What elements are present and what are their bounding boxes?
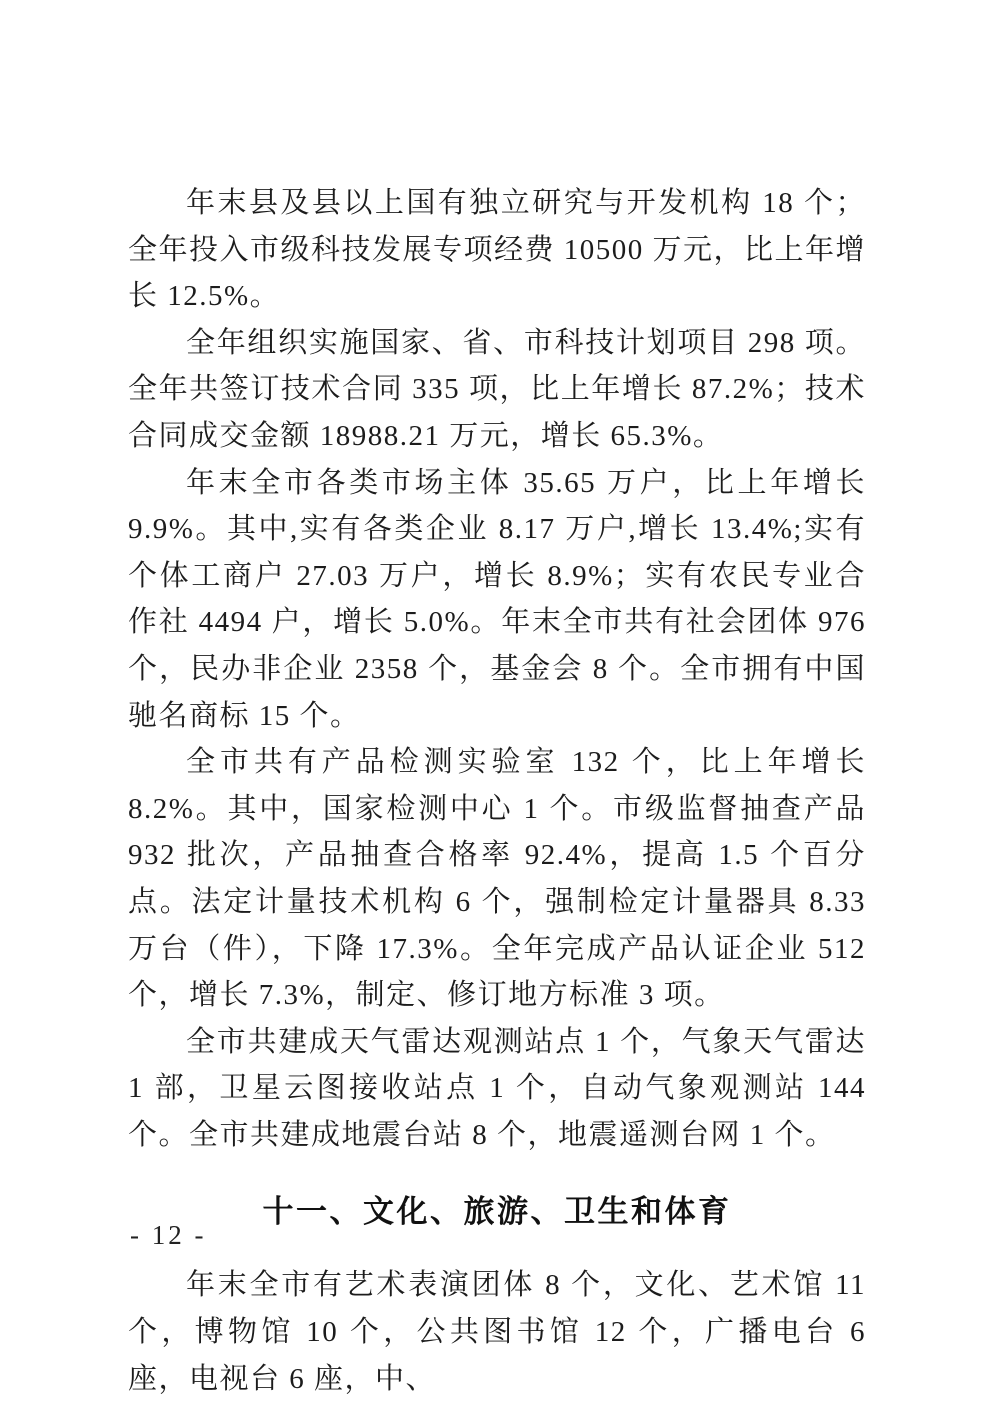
page-content [128,180,866,1402]
body-paragraph-science-projects: 全年组织实施国家、省、市科技计划项目 298 项。全年共签订技术合同 335 项，比上年增长 87.2%；技术合同成交金额 18988.21 万元，增长 65.3%。 [128,326,866,452]
body-paragraph-research-institutions: 年末县及县以上国有独立研究与开发机构 18 个；全年投入市级科技发展专项经费 10500 万元，比上年增长 12.5%。 [128,187,867,313]
body-paragraph-weather-stations: 全市共建成天气雷达观测站点 1 个，气象天气雷达 1 部，卫星云图接收站点 1 个，自动气象观测站 144 个。全市共建成地震台站 8 个，地震遥测台网 1 个。 [128,1025,866,1151]
body-paragraph-market-entities: 年末全市各类市场主体 35.65 万户，比上年增长 9.9%。其中,实有各类企业 8.17 万户,增长 13.4%;实有个体工商户 27.03 万户，增长 8.9%；实有农民专业合作社 4494 户，增长 5.0%。年末全市共有社会团体 976 个，民办非企业 2358 个，基金会 8 个。全市拥有中国驰名商标 15 个。 [128,466,866,732]
body-paragraph-culture-institutions: 年末全市有艺术表演团体 8 个，文化、艺术馆 11 个，博物馆 10 个，公共图书馆 12 个，广播电台 6 座，电视台 6 座，中、 [128,1269,866,1395]
body-paragraph-product-testing: 全市共有产品检测实验室 132 个，比上年增长 8.2%。其中，国家检测中心 1 个。市级监督抽查产品 932 批次，产品抽查合格率 92.4%，提高 1.5 个百分点。法定计量技术机构 6 个，强制检定计量器具 8.33 万台（件），下降 17.3%。全年完成产品认证企业 512 个，增长 7.3%，制定、修订地方标准 3 项。 [128,746,866,1012]
section-heading-culture-tourism-health-sports: 十一、文化、旅游、卫生和体育 [262,1194,732,1230]
page-number: - 12 - [130,1220,207,1250]
